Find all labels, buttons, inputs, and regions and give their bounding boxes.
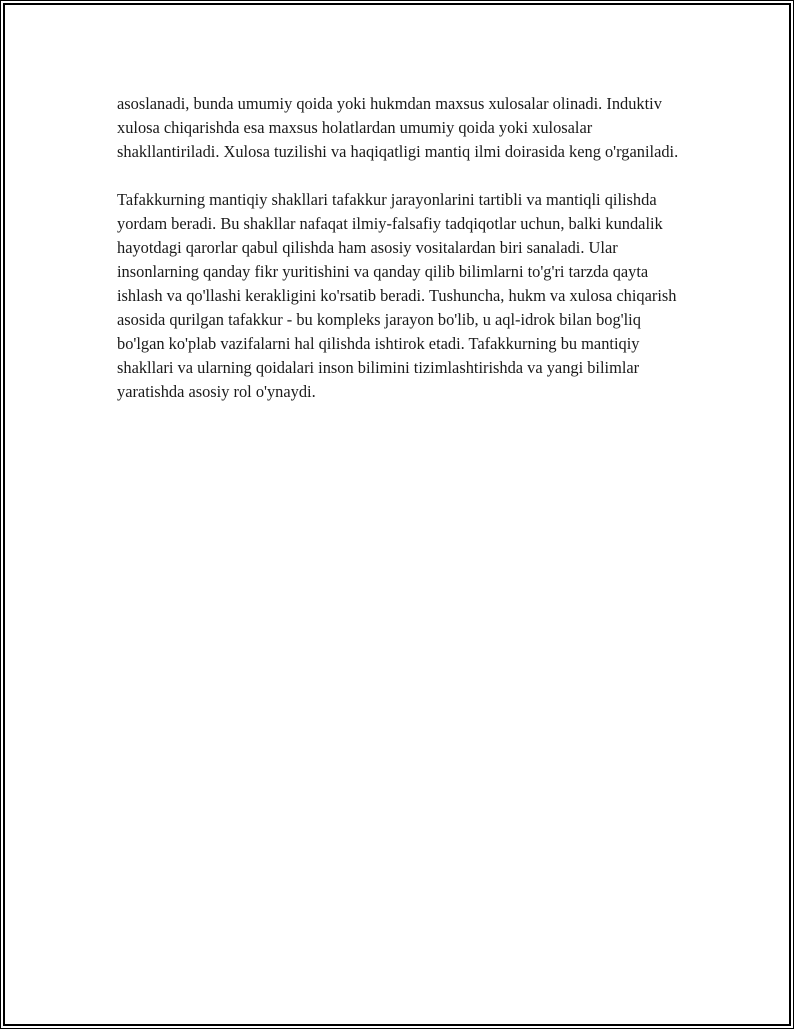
document-body	[117, 92, 687, 428]
paragraph-1: asoslanadi, bunda umumiy qoida yoki hukmdan maxsus xulosalar olinadi. Induktiv xulosa chiqarishda esa maxsus holatlardan umumiy qoida yoki xulosalar shakllantiriladi. Xulosa tuzilishi va haqiqatligi mantiq ilmi doirasida keng o'rganiladi.	[117, 94, 679, 161]
paragraph-2: Tafakkurning mantiqiy shakllari tafakkur jarayonlarini tartibli va mantiqli qilishda yordam beradi. Bu shakllar nafaqat ilmiy-falsafiy tadqiqotlar uchun, balki kundalik hayotdagi qarorlar qabul qilishda ham asosiy vositalardan biri sanaladi. Ular insonlarning qanday fikr yuritishini va qanday qilib bilimlarni to'g'ri tarzda qayta ishlash va qo'llashi kerakligini ko'rsatib beradi. Tushuncha, hukm va xulosa chiqarish asosida qurilgan tafakkur - bu kompleks jarayon bo'lib, u aql-idrok bilan bog'liq bo'lgan ko'plab vazifalarni hal qilishda ishtirok etadi. Tafakkurning bu mantiqiy shakllari va ularning qoidalari inson bilimini tizimlashtirishda va yangi bilimlar yaratishda asosiy rol o'ynaydi.	[117, 190, 677, 401]
